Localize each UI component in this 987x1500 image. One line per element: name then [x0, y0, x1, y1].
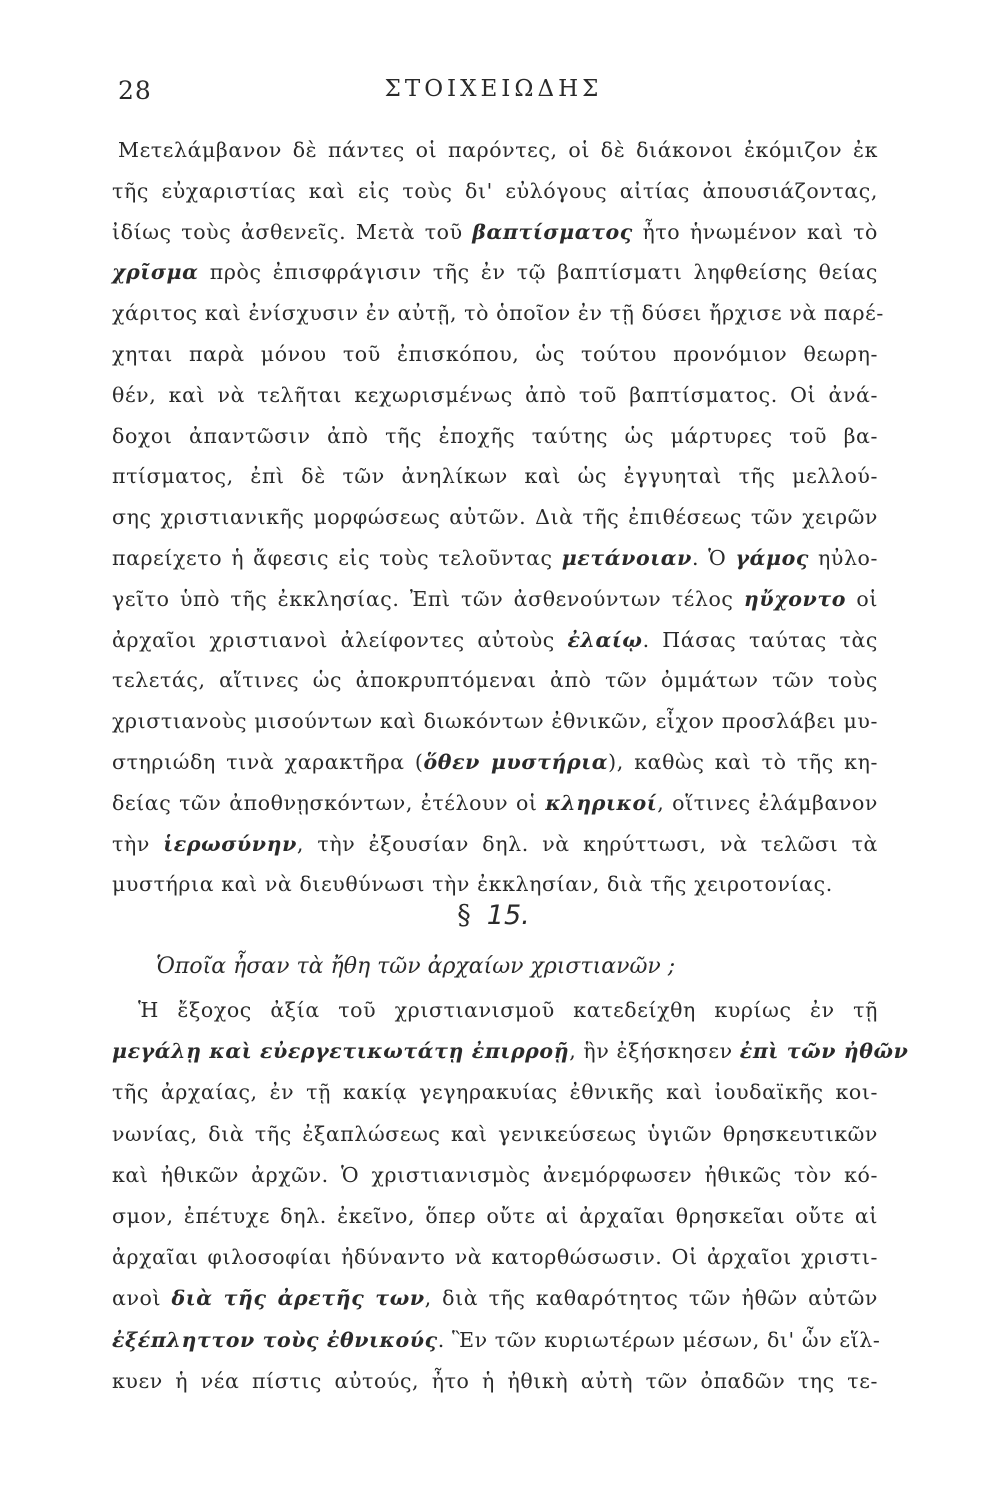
emphasis-run: μετάνοιαν: [561, 546, 692, 570]
text-run: ἀρχαῖαι φιλοσοφίαι ἠδύναντο νὰ κατορθώσωσιν. Οἱ ἀρχαῖοι χριστι-: [112, 1245, 878, 1270]
text-run: . Ἓν τῶν κυριωτέρων μέσων, δι' ὧν εἵλ-: [437, 1327, 881, 1352]
text-line: [112, 625, 878, 655]
text-run: χάριτος καὶ ἐνίσχυσιν ἐν αὐτῇ, τὸ ὁποῖον ἐν τῇ δύσει ἤρχισε νὰ παρέ-: [112, 301, 884, 326]
text-line: [138, 995, 878, 1025]
text-line: [112, 176, 878, 206]
text-line: [112, 502, 878, 532]
text-run: κυεν ἡ νέα πίστις αὐτούς, ἦτο ἡ ἠθικὴ αὐτὴ τῶν ὀπαδῶν της τε-: [112, 1368, 878, 1393]
text-line: [112, 584, 878, 614]
text-line: [112, 1201, 878, 1231]
text-run: , τὴν ἐξουσίαν δηλ. νὰ κηρύττωσι, νὰ τελῶσι τὰ: [296, 831, 878, 856]
text-line: [112, 1036, 909, 1066]
text-line: [112, 1283, 878, 1313]
text-line: [112, 421, 878, 451]
text-run: , οἵτινες ἐλάμβανον: [657, 790, 878, 815]
text-run: ), καθὼς καὶ τὸ τῆς κη-: [608, 750, 878, 774]
emphasis-run: διὰ τῆς ἀρετῆς των: [171, 1286, 425, 1311]
text-run: στηριώδη τινὰ χαρακτῆρα (: [112, 750, 424, 774]
text-run: . Ὁ: [691, 546, 736, 570]
emphasis-run: ἱερωσύνην: [163, 831, 297, 856]
text-line: [112, 829, 878, 859]
text-run: χηται παρὰ μόνου τοῦ ἐπισκόπου, ὡς τούτου προνόμιον θεωρη-: [112, 342, 878, 366]
text-line: [112, 380, 878, 410]
text-line: [112, 217, 878, 247]
text-line: [112, 1242, 878, 1272]
emphasis-run: ηὔχοντο: [743, 586, 847, 611]
emphasis-run: ἐπὶ τῶν ἠθῶν: [739, 1039, 909, 1064]
text-run: οἱ: [846, 586, 878, 611]
text-line: [112, 706, 878, 736]
text-run: ηὐλο-: [808, 546, 879, 570]
text-line: [112, 1119, 878, 1149]
text-line: [112, 869, 833, 899]
text-run: . Πάσας ταύτας τὰς: [642, 627, 878, 652]
text-line: [112, 257, 878, 287]
text-line: [112, 339, 878, 369]
section-symbol: §: [457, 900, 471, 931]
text-run: , διὰ τῆς καθαρότητος τῶν ἠθῶν αὐτῶν: [424, 1286, 878, 1311]
text-line: [112, 1325, 881, 1355]
text-run: τῆς ἀρχαίας, ἐν τῇ κακίᾳ γεγηρακυίας ἐθνικῆς καὶ ἰουδαϊκῆς κοι-: [112, 1080, 878, 1105]
text-run: σης χριστιανικῆς μορφώσεως αὐτῶν. Διὰ τῆς ἐπιθέσεως τῶν χειρῶν: [112, 505, 878, 530]
text-line: [112, 1077, 878, 1107]
text-line: [112, 747, 878, 777]
text-line: [112, 543, 878, 573]
text-run: Μετελάμβανον δὲ πάντες οἱ παρόντες, οἱ δὲ διάκονοι ἐκόμιζον ἐκ: [118, 138, 878, 162]
text-run: Ἡ ἔξοχος ἀξία τοῦ χριστιανισμοῦ κατεδείχθη κυρίως ἐν τῇ: [138, 998, 878, 1022]
section-number: [0, 900, 987, 931]
text-line: [112, 298, 884, 328]
emphasis-run: ἐλαίῳ: [567, 627, 643, 652]
section-num: 15.: [486, 900, 530, 931]
emphasis-run: κληρικοί: [545, 790, 658, 815]
text-run: , ἣν ἐξήσκησεν: [569, 1039, 740, 1064]
text-run: ἰδίως τοὺς ἀσθενεῖς. Μετὰ τοῦ: [112, 219, 473, 244]
section-heading: Ὁποῖα ἦσαν τὰ ἤθη τῶν ἀρχαίων χριστιανῶν ;: [156, 954, 676, 979]
text-run: νωνίας, διὰ τῆς ἐξαπλώσεως καὶ γενικεύσεως ὑγιῶν θρησκευτικῶν: [112, 1121, 878, 1146]
text-run: ἦτο ἡνωμένον καὶ τὸ: [632, 219, 878, 244]
text-run: ἀρχαῖοι χριστιανοὶ ἀλείφοντες αὐτοὺς: [112, 627, 568, 652]
text-run: πτίσματος, ἐπὶ δὲ τῶν ἀνηλίκων καὶ ὡς ἐγγυηταὶ τῆς μελλού-: [112, 464, 878, 489]
text-run: δοχοι ἀπαντῶσιν ἀπὸ τῆς ἐποχῆς ταύτης ὡς μάρτυρες τοῦ βα-: [112, 423, 878, 448]
text-run: ανοὶ: [112, 1286, 172, 1311]
text-run: τελετάς, αἵτινες ὡς ἀποκρυπτόμεναι ἀπὸ τῶν ὀμμάτων τῶν τοὺς: [112, 668, 878, 693]
text-run: δείας τῶν ἀποθνῃσκόντων, ἐτέλουν οἱ: [112, 790, 546, 815]
running-title: ΣΤΟΙΧΕΙΩΔΗΣ: [384, 76, 603, 102]
text-line: [112, 1366, 878, 1396]
text-run: καὶ ἠθικῶν ἀρχῶν. Ὁ χριστιανισμὸς ἀνεμόρφωσεν ἠθικῶς τὸν κό-: [112, 1162, 878, 1187]
text-run: χριστιανοὺς μισούντων καὶ διωκόντων ἐθνικῶν, εἶχον προσλάβει μυ-: [112, 709, 878, 734]
text-line: [118, 135, 878, 165]
text-run: τὴν: [112, 831, 164, 856]
text-run: σμον, ἐπέτυχε δηλ. ἐκεῖνο, ὅπερ οὔτε αἱ ἀρχαῖαι θρησκεῖαι οὔτε αἱ: [112, 1204, 878, 1228]
emphasis-run: βαπτίσματος: [472, 219, 633, 244]
text-line: [112, 461, 878, 491]
text-run: παρείχετο ἡ ἄφεσις εἰς τοὺς τελοῦντας: [112, 546, 562, 570]
text-run: θέν, καὶ νὰ τελῆται κεχωρισμένως ἀπὸ τοῦ βαπτίσματος. Οἱ ἀνά-: [112, 382, 878, 407]
text-line: [112, 665, 878, 695]
text-run: μυστήρια καὶ νὰ διευθύνωσι τὴν ἐκκλησίαν, διὰ τῆς χειροτονίας.: [112, 872, 833, 897]
page-number: 28: [118, 76, 152, 105]
emphasis-run: χρῖσμα: [112, 260, 199, 285]
text-line: [112, 1160, 878, 1190]
emphasis-run: μεγάλῃ καὶ εὐεργετικωτάτῃ ἐπιρροῇ: [112, 1039, 570, 1064]
text-run: τῆς εὐχαριστίας καὶ εἰς τοὺς δι' εὐλόγους αἰτίας ἀπουσιάζοντας,: [112, 178, 878, 203]
text-run: πρὸς ἐπισφράγισιν τῆς ἐν τῷ βαπτίσματι ληφθείσης θείας: [198, 260, 878, 285]
text-line: [112, 788, 878, 818]
emphasis-run: γάμος: [735, 546, 809, 570]
page-header: [0, 76, 987, 116]
emphasis-run: ἐξέπληττον τοὺς ἐθνικούς: [112, 1327, 438, 1352]
emphasis-run: ὅθεν μυστήρια: [423, 750, 609, 774]
text-run: γεῖτο ὑπὸ τῆς ἐκκλησίας. Ἐπὶ τῶν ἀσθενούντων τέλος: [112, 586, 744, 611]
